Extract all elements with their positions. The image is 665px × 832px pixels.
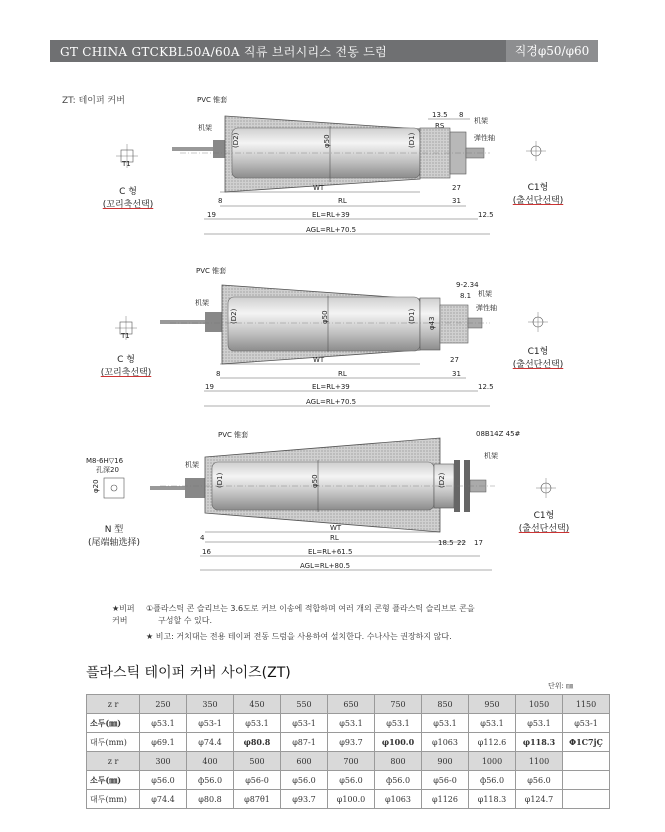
wt-label-1: WT xyxy=(313,184,325,192)
wt-label-2: WT xyxy=(313,356,325,364)
dim-135: 13.5 xyxy=(432,111,448,119)
header-title: GT CHINA GTCKBL50A/60A 직류 브러시리스 전동 드럼 xyxy=(60,45,388,59)
t1-label-2: T1 xyxy=(121,332,130,340)
frame-label-2b: 机架 xyxy=(478,290,492,298)
d1-label-1: (D1) xyxy=(408,132,416,148)
dia-label-2: φ50 xyxy=(321,310,329,324)
rl-label-3: RL xyxy=(330,534,339,542)
dim19-1: 19 xyxy=(207,211,216,219)
frame-label-3: 机架 xyxy=(185,461,199,469)
dim-top2-2: 8.1 xyxy=(460,292,472,300)
table-row: z r 250 350 450 550 650 750 850 950 1050 1150 xyxy=(87,695,610,714)
dim125-1: 12.5 xyxy=(478,211,494,219)
table-row: 소두(㎜) φ56.0 ф56.0 φ56-0 φ56.0 φ56.0 ф56.0 φ56-0 ф56.0 φ56.0 xyxy=(87,771,610,790)
dim27-1: 27 xyxy=(452,184,461,192)
right-end-symbol-3 xyxy=(536,478,556,498)
left-type-1: C 형 (꼬리축선택) xyxy=(102,187,154,210)
size-table xyxy=(86,694,610,809)
right-end-symbol-2 xyxy=(528,312,548,332)
table-unit: 단위: ㎜ xyxy=(548,682,574,690)
dia-label-1: φ50 xyxy=(323,134,331,148)
frame-label-3b: 机架 xyxy=(484,452,498,460)
pvc-label-2: PVC 锥套 xyxy=(196,267,227,275)
agl-label-3: AGL=RL+80.5 xyxy=(300,562,351,570)
drawing-2 xyxy=(115,266,548,406)
frame-label-1b: 机架 xyxy=(474,117,488,125)
drawing-1 xyxy=(116,95,546,234)
drawing-3 xyxy=(86,430,556,570)
left-type-2: C 형 (꼬리축선택) xyxy=(100,355,152,378)
dim4-3: 4 xyxy=(200,534,205,542)
dia-label-3: φ50 xyxy=(311,474,319,488)
d1-label-3: (D1) xyxy=(216,472,224,488)
note-line-3: ★ 비고: 거치대는 전용 테이퍼 전동 드럼을 사용하여 설치한다. 수나사는 권장하지 않다. xyxy=(146,632,452,641)
table-row: 소두(㎜) φ53.1 φ53-1 φ53.1 φ53-1 φ53.1 φ53.1 φ53.1 φ53.1 φ53.1 φ53-1 xyxy=(87,714,610,733)
dim31-1: 31 xyxy=(452,197,461,205)
agl-label-1: AGL=RL+70.5 xyxy=(306,226,357,234)
dim16-3: 16 xyxy=(202,548,211,556)
m8-label: M8-6H▽16 xyxy=(86,457,124,465)
el-label-2: EL=RL+39 xyxy=(312,383,350,391)
header-diameter: 직경φ50/φ60 xyxy=(506,40,598,62)
note-line-1: ①플라스틱 콘 슬리브는 3.6도로 커브 이송에 적합하며 여러 개의 콘형 플라스틱 슬리브로 콘을 xyxy=(146,604,475,613)
dim8-1: 8 xyxy=(218,197,223,205)
dim8-2: 8 xyxy=(216,370,221,378)
dim-rs: RS xyxy=(435,122,445,130)
agl-label-2: AGL=RL+70.5 xyxy=(306,398,357,406)
rl-label-2: RL xyxy=(338,370,347,378)
table-title: 플라스틱 테이퍼 커버 사이즈(ZT) xyxy=(86,665,291,681)
note-line-2: 구성할 수 있다. xyxy=(158,616,212,625)
frame-block-left-1 xyxy=(213,140,225,158)
phi20-label: φ20 xyxy=(92,479,100,493)
left-end-symbol-3 xyxy=(104,478,124,498)
wt-label-3: WT xyxy=(330,524,342,532)
pvc-label-3: PVC 锥套 xyxy=(218,431,249,439)
thread-2 xyxy=(440,305,468,343)
right-end-symbol-1 xyxy=(526,141,546,161)
d2-label-2: (D2) xyxy=(230,308,238,324)
dim-8-top: 8 xyxy=(459,111,464,119)
t1-label-1: T1 xyxy=(122,160,131,168)
note-star-label: ★비퍼 커버 xyxy=(112,604,135,625)
dim22-3: 22 xyxy=(457,539,466,547)
right-type-2: C1형 (출선단선택) xyxy=(512,347,564,370)
el-label-1: EL=RL+39 xyxy=(312,211,350,219)
table-row: 대두(mm) φ69.1 φ74.4 φ80.8 φ87-1 φ93.7 φ100.0 φ1063 φ112.6 φ118.3 Φ1C7jÇ xyxy=(87,733,610,752)
rl-label-1: RL xyxy=(338,197,347,205)
right-type-1: C1형 (출선단선택) xyxy=(512,183,564,206)
right-type-3: C1형 (출선단선택) xyxy=(518,511,570,534)
left-type-3: N 型 (尾端轴选择) xyxy=(87,525,141,548)
spring-label-2: 弹性轴 xyxy=(476,304,497,312)
d2-label-3: (D2) xyxy=(438,472,446,488)
frame-label-1: 机架 xyxy=(198,124,212,132)
spring-label-1: 弹性轴 xyxy=(474,134,495,142)
frame-label-2: 机架 xyxy=(195,299,209,307)
d1-label-2: (D1) xyxy=(408,308,416,324)
dim185-3: 18.5 xyxy=(438,539,454,547)
dim-top1-2: 9-2.34 xyxy=(456,281,479,289)
table-row: z r 300 400 500 600 700 800 900 1000 1100 xyxy=(87,752,610,771)
dim27-2: 27 xyxy=(450,356,459,364)
pvc-label-1: PVC 锥套 xyxy=(197,96,228,104)
dim31-2: 31 xyxy=(452,370,461,378)
sprocket-label-3: 08B14Z 45# xyxy=(476,430,521,438)
hole-label: 孔深20 xyxy=(96,466,119,474)
el-label-3: EL=RL+61.5 xyxy=(308,548,353,556)
zt-label: ZT: 테이퍼 커버 xyxy=(62,96,125,106)
table-row: 대두(mm) φ74.4 φ80.8 φ87θ1 φ93.7 φ100.0 φ1063 φ1126 φ118.3 φ124.7 xyxy=(87,790,610,809)
dim125-2: 12.5 xyxy=(478,383,494,391)
dim19-2: 19 xyxy=(205,383,214,391)
dim17-3: 17 xyxy=(474,539,483,547)
d2-label-1: (D2) xyxy=(232,132,240,148)
dia43-label-2: φ43 xyxy=(428,316,436,330)
